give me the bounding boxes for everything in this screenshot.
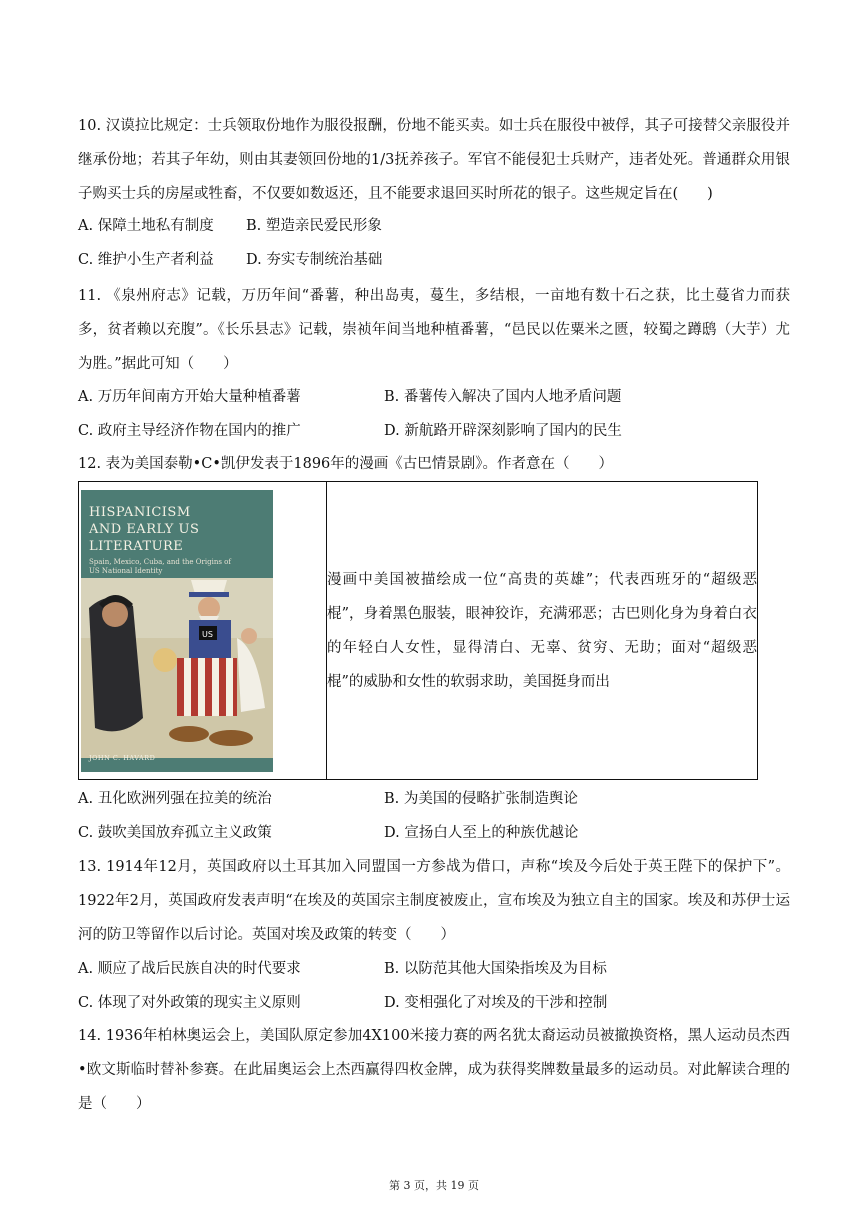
q13-stem: 13. 1914年12月，英国政府以土耳其加入同盟国一方参战为借口，声称“埃及今后处于英王陛下的保护下”。1922年2月，英国政府发表声明“在埃及的英国宗主制度被废止，宣布埃及为独立自主的国家。埃及和苏伊士运河的防卫等留作以后讨论。英国对埃及政策的转变（ ）: [78, 859, 790, 943]
q12-image-cell: [79, 482, 327, 780]
q12-description-cell: 漫画中美国被描绘成一位“高贵的英雄”；代表西班牙的“超级恶棍”，身着黑色服装，眼神狡诈，充满邪恶；古巴则化身为身着白衣的年轻白人女性，显得清白、无辜、贫穷、无助；面对“超级恶棍”的威胁和女性的软弱求助，美国挺身而出: [327, 482, 758, 780]
book-title-line2: AND EARLY US: [89, 521, 200, 537]
q10-option-b: B. 塑造亲民爱民形象: [246, 218, 382, 234]
book-subtitle: Spain, Mexico, Cuba, and the Origins of US National Identity: [89, 557, 231, 575]
q11-option-c: C. 政府主导经济作物在国内的推广: [78, 423, 301, 439]
q12-option-b: B. 为美国的侵略扩张制造舆论: [384, 791, 578, 807]
q13-option-c: C. 体现了对外政策的现实主义原则: [78, 995, 301, 1011]
q12-stem: 12. 表为美国泰勒•C•凯伊发表于1896年的漫画《古巴情景剧》。作者意在（ ）: [78, 456, 614, 472]
q12-option-d: D. 宣扬白人至上的种族优越论: [384, 825, 579, 841]
q13-option-b: B. 以防范其他大国染指埃及为目标: [384, 961, 607, 977]
q11-stem: 11. 《泉州府志》记载，万历年间“番薯，种出岛夷，蔓生，多结根，一亩地有数十石之获，比土蔓省力而获多，贫者赖以充腹”。《长乐县志》记载，崇祯年间当地种植番薯，“邑民以佐粟米之匮，较蜀之蹲鸱（大芋）尤为胜。”据此可知（ ）: [78, 288, 790, 372]
q14-stem: 14. 1936年柏林奥运会上，美国队原定参加4X100米接力赛的两名犹太裔运动员被撤换资格，黑人运动员杰西•欧文斯临时替补参赛。在此届奥运会上杰西赢得四枚金牌，成为获得奖牌数量最多的运动员。对此解读合理的是（ ）: [78, 1028, 790, 1112]
q11-option-b: B. 番薯传入解决了国内人地矛盾问题: [384, 389, 622, 405]
q10-option-d: D. 夯实专制统治基础: [246, 252, 383, 268]
q12-option-c: C. 鼓吹美国放弃孤立主义政策: [78, 825, 272, 841]
flag-label: US: [202, 629, 213, 639]
q13-option-d: D. 变相强化了对埃及的干涉和控制: [384, 995, 608, 1011]
book-title-line3: LITERATURE: [89, 538, 184, 554]
cartoon-book-cover-image: [81, 490, 273, 772]
q10-option-a: A. 保障土地私有制度: [78, 218, 214, 234]
q11-option-a: A. 万历年间南方开始大量种植番薯: [78, 389, 301, 405]
book-title: [89, 504, 269, 555]
q12-table: [78, 481, 758, 780]
book-author: JOHN C. HAVARD: [89, 753, 156, 762]
q10-stem: 10. 汉谟拉比规定：士兵领取份地作为服役报酬，份地不能买卖。如士兵在服役中被俘，其子可接替父亲服役并继承份地；若其子年幼，则由其妻领回份地的1/3抚养孩子。军官不能侵犯士兵财产，违者处死。普通群众用银子购买士兵的房屋或牲畜，不仅要如数返还，且不能要求退回买时所花的银子。这些规定旨在( ): [78, 118, 790, 202]
q12-option-a: A. 丑化欧洲列强在拉美的统治: [78, 791, 272, 807]
cartoon-illustration: [81, 578, 273, 758]
q10-option-c: C. 维护小生产者利益: [78, 252, 214, 268]
q11-option-d: D. 新航路开辟深刻影响了国内的民生: [384, 423, 622, 439]
page-footer: 第 3 页，共 19 页: [389, 1179, 479, 1192]
book-title-line1: HISPANICISM: [89, 504, 191, 520]
q13-option-a: A. 顺应了战后民族自决的时代要求: [78, 961, 301, 977]
